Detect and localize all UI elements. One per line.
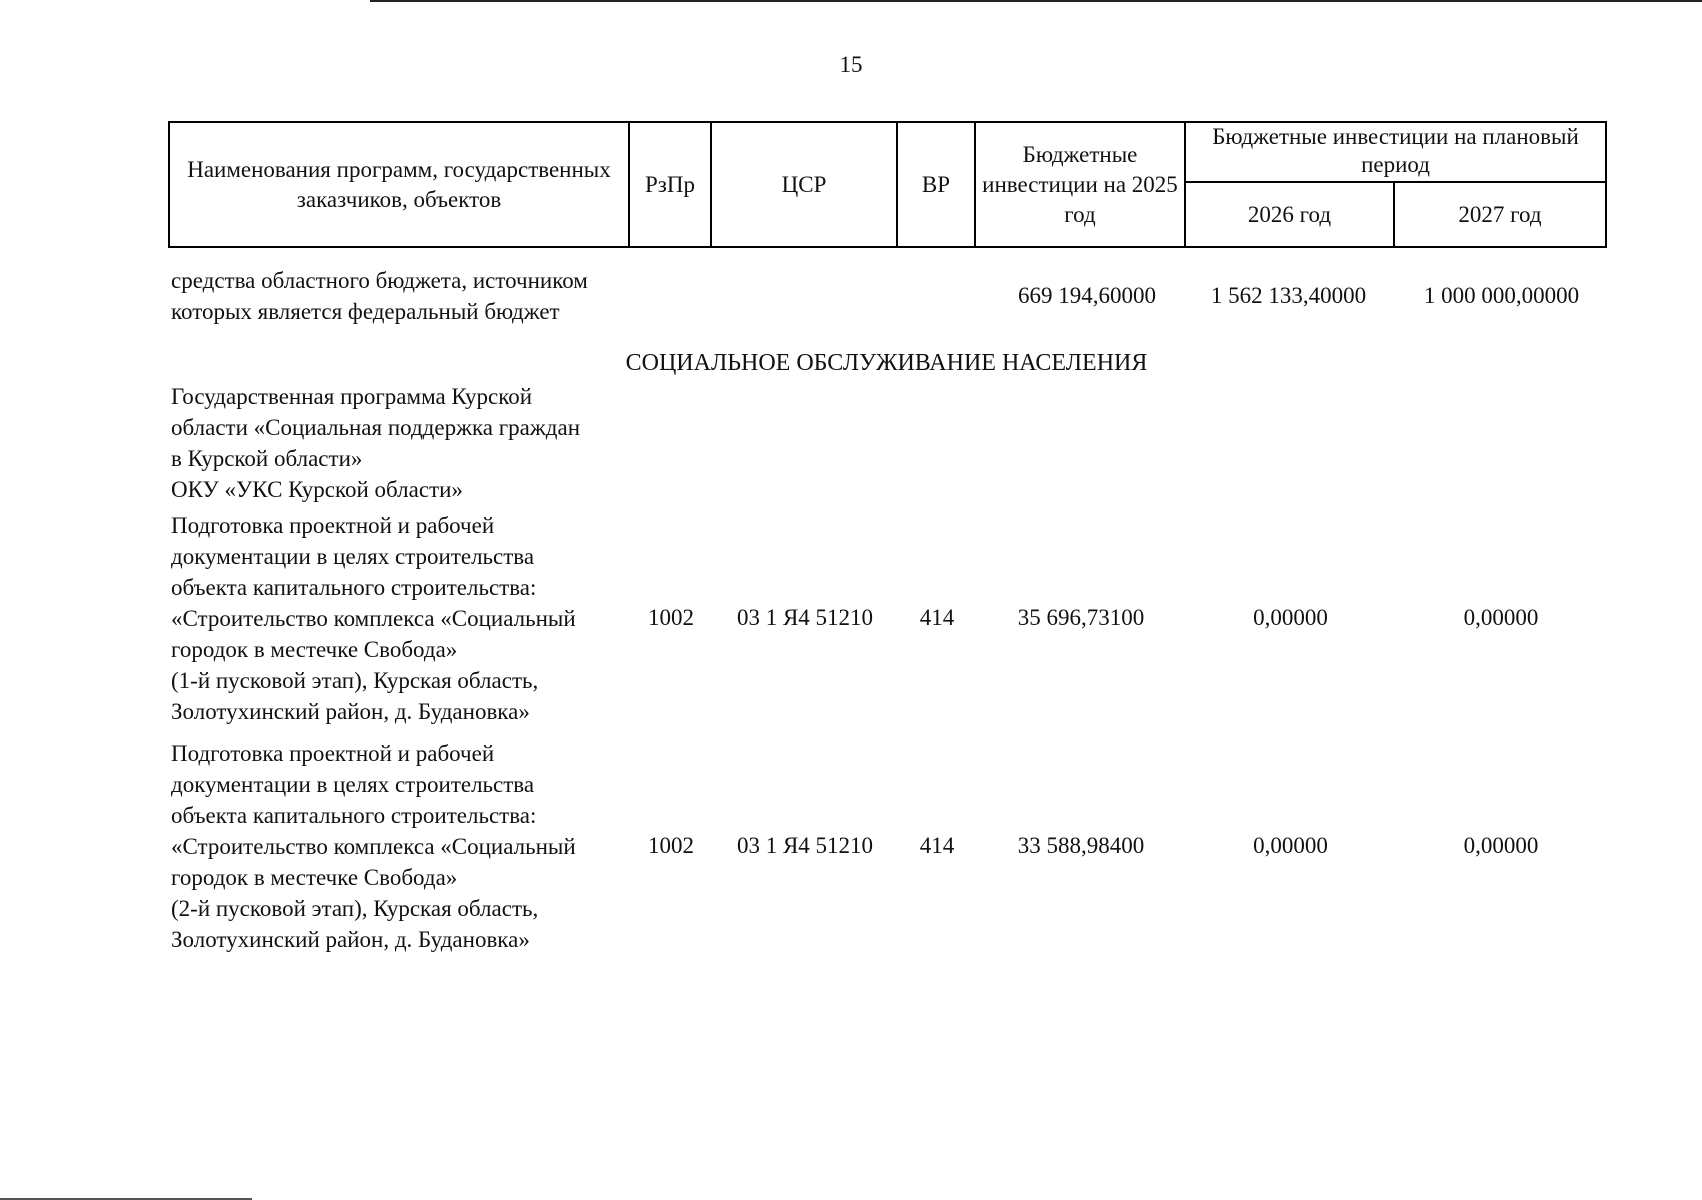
- object-1-name: [171, 510, 631, 727]
- program-block: [171, 381, 631, 505]
- federal-funds-name: [171, 265, 631, 327]
- object-2-line: (2-й пусковой этап), Курская область,: [171, 896, 539, 921]
- object-1-line: городок в местечке Свобода»: [171, 637, 458, 662]
- object-2-line: объекта капитального строительства:: [171, 803, 537, 828]
- program-line: области «Социальная поддержка граждан: [171, 415, 581, 440]
- header-year-2026: 2026 год: [1185, 182, 1394, 247]
- scan-edge-top: [370, 0, 1702, 2]
- object-2-line: Подготовка проектной и рабочей: [171, 741, 495, 766]
- header-csr: ЦСР: [711, 122, 897, 247]
- object-1-line: документации в целях строительства: [171, 544, 535, 569]
- object-1-2025: 35 696,73100: [1017, 605, 1145, 630]
- header-year-2027: 2027 год: [1394, 182, 1606, 247]
- object-2-vr: 414: [919, 833, 955, 858]
- object-2-2027: 0,00000: [1463, 833, 1539, 858]
- object-2-csr: 03 1 Я4 51210: [736, 833, 874, 858]
- object-2-2026: 0,00000: [1253, 833, 1328, 858]
- federal-funds-line: которых является федеральный бюджет: [171, 299, 560, 324]
- object-1-line: Золотухинский район, д. Будановка»: [171, 699, 530, 724]
- object-1-vr: 414: [919, 605, 955, 630]
- header-rzpr: РзПр: [629, 122, 711, 247]
- section-title: СОЦИАЛЬНОЕ ОБСЛУЖИВАНИЕ НАСЕЛЕНИЯ: [625, 350, 1148, 376]
- object-2-name: [171, 738, 631, 955]
- federal-funds-line: средства областного бюджета, источником: [171, 268, 588, 293]
- object-1-line: «Строительство комплекса «Социальный: [171, 606, 576, 631]
- page-number: 15: [839, 52, 863, 77]
- program-line: Государственная программа Курской: [171, 384, 533, 409]
- header-vr: ВР: [897, 122, 975, 247]
- table-header: [168, 121, 1607, 248]
- object-1-csr: 03 1 Я4 51210: [736, 605, 874, 630]
- federal-funds-2025: 669 194,60000: [1018, 283, 1156, 308]
- object-2-line: городок в местечке Свобода»: [171, 865, 458, 890]
- federal-funds-2027: 1 000 000,00000: [1423, 283, 1580, 308]
- object-2-line: «Строительство комплекса «Социальный: [171, 834, 576, 859]
- header-investments-2025: Бюджетные инвестиции на 2025 год: [975, 122, 1185, 247]
- object-1-2026: 0,00000: [1253, 605, 1328, 630]
- federal-funds-2026: 1 562 133,40000: [1210, 283, 1367, 308]
- object-2-rzpr: 1002: [648, 833, 694, 858]
- object-1-line: Подготовка проектной и рабочей: [171, 513, 495, 538]
- object-2-line: документации в целях строительства: [171, 772, 535, 797]
- header-planned-period: Бюджетные инвестиции на плановый период: [1185, 122, 1606, 182]
- object-1-rzpr: 1002: [648, 605, 694, 630]
- program-line: в Курской области»: [171, 446, 363, 471]
- program-line: ОКУ «УКС Курской области»: [171, 477, 463, 502]
- object-1-2027: 0,00000: [1463, 605, 1539, 630]
- header-name-column: Наименования программ, государственных заказчиков, объектов: [169, 122, 629, 247]
- object-1-line: объекта капитального строительства:: [171, 575, 537, 600]
- object-1-line: (1-й пусковой этап), Курская область,: [171, 668, 539, 693]
- object-2-line: Золотухинский район, д. Будановка»: [171, 927, 530, 952]
- object-2-2025: 33 588,98400: [1017, 833, 1145, 858]
